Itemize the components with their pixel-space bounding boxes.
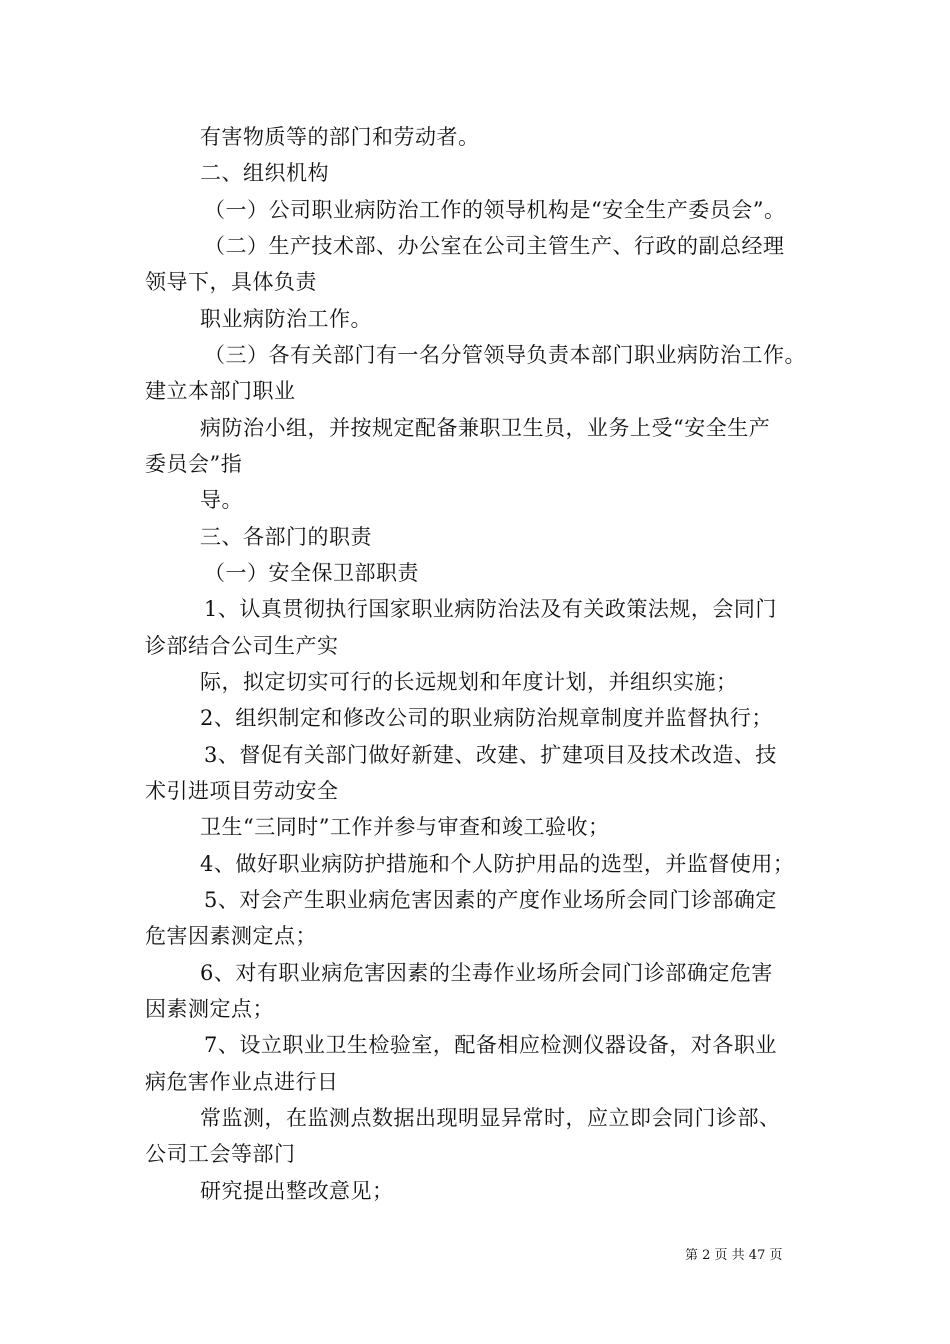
text-line: 因素测定点； bbox=[145, 997, 274, 1021]
text-line: 1、认真贯彻执行国家职业病防治法及有关政策法规，会同门 bbox=[204, 597, 777, 621]
text-line: 卫生“三同时”工作并参与审查和竣工验收； bbox=[200, 815, 610, 839]
text-line: 建立本部门职业 bbox=[145, 379, 296, 403]
text-line: 6、对有职业病危害因素的尘毒作业场所会同门诊部确定危害 bbox=[200, 961, 773, 985]
text-line: 职业病防治工作。 bbox=[200, 307, 372, 331]
text-line: 4、做好职业病防护措施和个人防护用品的选型，并监督使用； bbox=[200, 852, 795, 876]
text-line: 际，拟定切实可行的长远规划和年度计划，并组织实施； bbox=[200, 670, 738, 694]
text-line: 领导下，具体负责 bbox=[145, 270, 317, 294]
text-line: 常监测，在监测点数据出现明显异常时，应立即会同门诊部、 bbox=[200, 1106, 781, 1130]
text-line: 公司工会等部门 bbox=[145, 1142, 296, 1166]
text-line: 病防治小组，并按规定配备兼职卫生员，业务上受“安全生产 bbox=[200, 416, 771, 440]
text-line: 病危害作业点进行日 bbox=[145, 1070, 339, 1094]
text-line: 导。 bbox=[200, 488, 243, 512]
text-line: 危害因素测定点； bbox=[145, 924, 317, 948]
text-line: 5、对会产生职业病危害因素的产度作业场所会同门诊部确定 bbox=[204, 888, 777, 912]
text-line: （一）公司职业病防治工作的领导机构是“安全生产委员会”。 bbox=[204, 198, 786, 222]
text-line: （二）生产技术部、办公室在公司主管生产、行政的副总经理 bbox=[204, 234, 785, 258]
text-line: 术引进项目劳动安全 bbox=[145, 779, 339, 803]
section-heading: 二、组织机构 bbox=[200, 161, 329, 185]
page-number: 第 2 页 共 47 页 bbox=[685, 1248, 783, 1263]
section-heading: 三、各部门的职责 bbox=[200, 525, 372, 549]
subsection-heading: （一）安全保卫部职责 bbox=[204, 561, 419, 585]
text-line: 3、督促有关部门做好新建、改建、扩建项目及技术改造、技 bbox=[204, 743, 777, 767]
text-line: 委员会”指 bbox=[145, 452, 243, 476]
text-line: 诊部结合公司生产实 bbox=[145, 634, 339, 658]
text-line: 有害物质等的部门和劳动者。 bbox=[200, 125, 480, 149]
text-line: 7、设立职业卫生检验室，配备相应检测仪器设备，对各职业 bbox=[204, 1033, 777, 1057]
text-line: 2、组织制定和修改公司的职业病防治规章制度并监督执行； bbox=[200, 706, 773, 730]
text-line: （三）各有关部门有一名分管领导负责本部门职业病防治工作。 bbox=[204, 343, 806, 367]
text-line: 研究提出整改意见； bbox=[200, 1179, 394, 1203]
